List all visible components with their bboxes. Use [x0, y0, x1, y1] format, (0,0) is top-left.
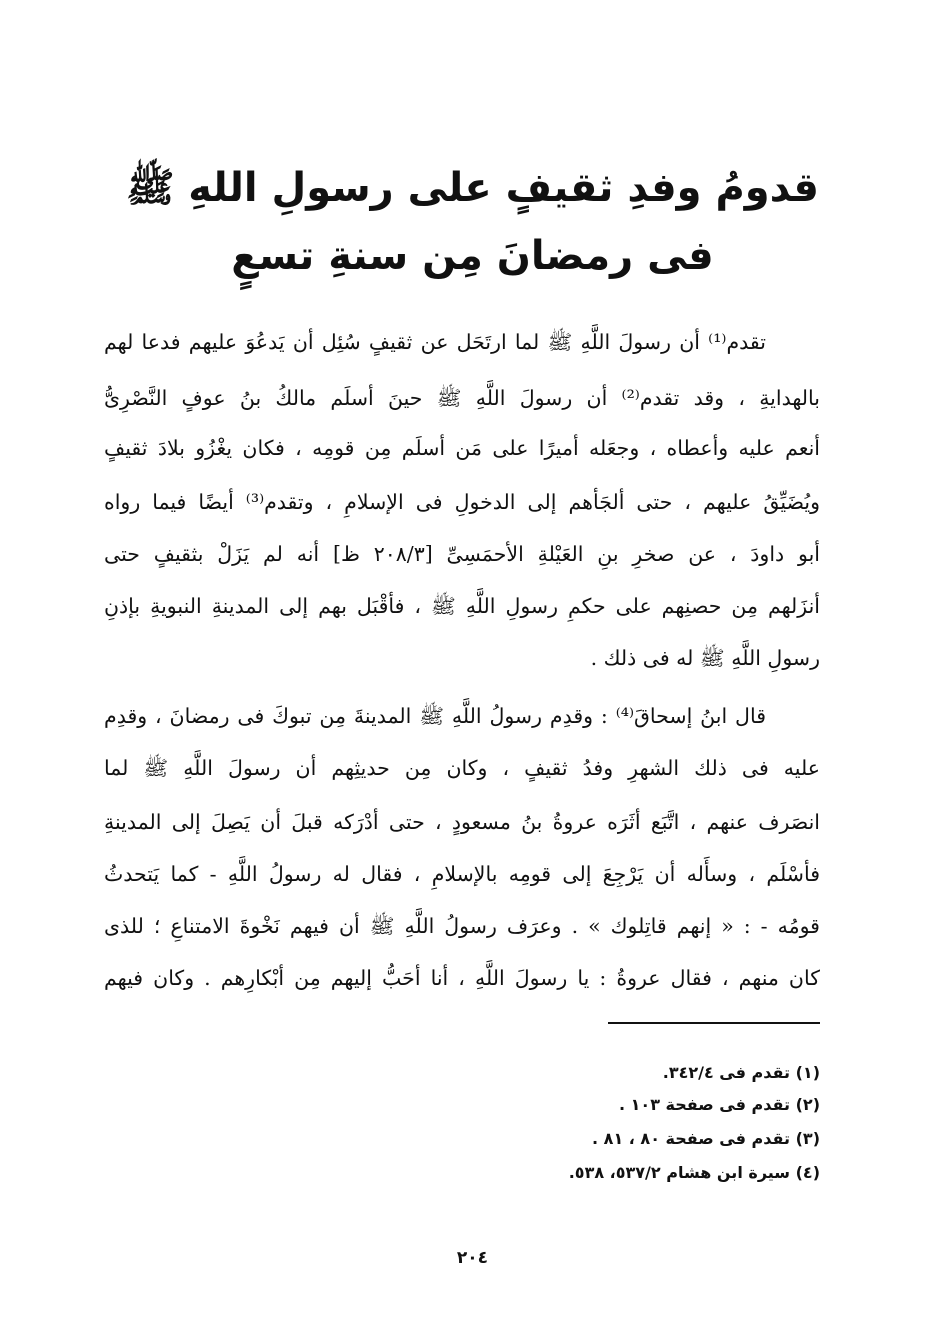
chapter-title-line-2: فى رمضانَ مِن سنةِ تسعٍ [231, 233, 714, 279]
chapter-title-line-1: قدومُ وفدِ ثقيفٍ على رسولِ اللهِ ﷺ [126, 165, 819, 211]
paragraph-2-line: انصَرف عنهم ، اتَّبَع أثَرَه عروةُ بنُ مسعودٍ ، حتى أدْرَكه قبلَ أن يَصِلَ إلى المدينةِ [104, 810, 820, 834]
paragraph-2-line: عليه فى ذلك الشهرِ وفدُ ثقيفٍ ، وكان مِن حديثِهم أن رسولَ اللَّهِ ﷺ لما [104, 756, 820, 780]
paragraph-1-line: بالهدايةِ ، وقد تقدم⁽²⁾ أن رسولَ اللَّهِ ﷺ حينَ أسلَم مالكُ بنُ عوفٍ النَّصْرِىُّ [104, 386, 820, 410]
paragraph-1-line: أبو داودَ ، عن صخرِ بنِ العَيْلةِ الأحمَسِىِّ [٢٠٨/٣ ظ] أنه لم يَزَلْ بثقيفٍ حتى [104, 542, 820, 566]
footnote-4: (٤) سيرة ابن هشام ٥٣٧/٢، ٥٣٨. [568, 1163, 820, 1182]
footnote-divider [608, 1022, 820, 1024]
paragraph-1-line: أنزَلهم مِن حصنِهم على حكمِ رسولِ اللَّهِ ﷺ ، فأقْبَل بهم إلى المدينةِ النبويةِ بإذنِ [104, 594, 820, 618]
paragraph-2-line: كان منهم ، فقال عروةُ : يا رسولَ اللَّهِ ، أنا أحَبُّ إليهم مِن أبْكارِهم . وكان فيهم [104, 966, 820, 990]
paragraph-1-line: رسولِ اللَّهِ ﷺ له فى ذلك . [590, 646, 820, 670]
paragraph-2-line: قومُه - : « إنهم قاتِلوك » . وعرَف رسولُ اللَّهِ ﷺ أن فيهم نَخْوةَ الامتناعِ ؛ للذى [104, 914, 820, 938]
paragraph-1-line: أنعم عليه وأعطاه ، وجعَله أميرًا على مَن أسلَم مِن قومِه ، فكان يغْزُو بلادَ ثقيفٍ [104, 436, 820, 460]
footnote-2: (٢) تقدم فى صفحة ١٠٣ . [619, 1095, 820, 1114]
footnote-3: (٣) تقدم فى صفحة ٨٠ ، ٨١ . [592, 1129, 820, 1148]
paragraph-2-line: قال ابنُ إسحاقَ⁽⁴⁾ : وقدِم رسولُ اللَّهِ ﷺ المدينةَ مِن تبوكَ فى رمضانَ ، وقدِم [104, 704, 766, 728]
paragraph-1-line: ويُضَيِّقُ عليهم ، حتى ألجَأهم إلى الدخولِ فى الإسلامِ ، وتقدم⁽³⁾ أيضًا فيما رواه [104, 490, 820, 514]
page-number: ٢٠٤ [456, 1248, 489, 1268]
footnote-1: (١) تقدم فى ٣٤٢/٤. [662, 1063, 820, 1082]
paragraph-2-line: فأسْلَم ، وسأَله أن يَرْجِعَ إلى قومِه بالإسلامِ ، فقال له رسولُ اللَّهِ - كما يَتحدثُ [104, 862, 820, 886]
paragraph-1-line: تقدم⁽¹⁾ أن رسولَ اللَّهِ ﷺ لما ارتَحَل عن ثقيفٍ سُئِل أن يَدعُوَ عليهم فدعا لهم [104, 330, 766, 354]
